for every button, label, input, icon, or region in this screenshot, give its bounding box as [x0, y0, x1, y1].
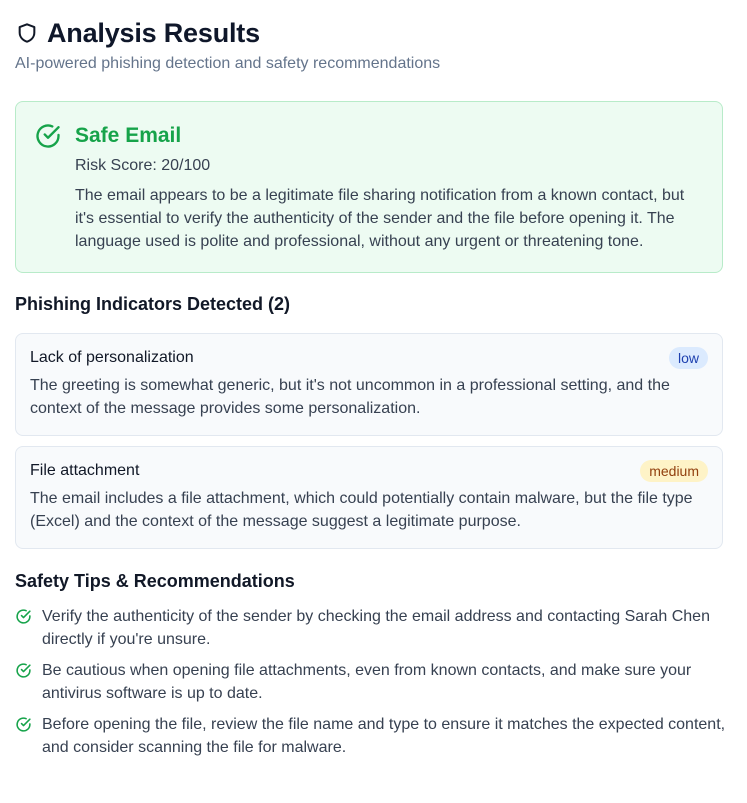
check-circle-icon	[15, 608, 32, 625]
tips-list	[15, 605, 727, 759]
indicator-card	[15, 333, 723, 436]
indicators-list	[15, 333, 725, 549]
indicators-heading: Phishing Indicators Detected (2)	[15, 294, 291, 314]
verdict-card	[15, 101, 723, 273]
indicator-header	[30, 460, 708, 482]
indicator-description: The email includes a file attachment, which could potentially contain malware, but the file type (Excel) and the context of the message suggest a legitimate purpose.	[30, 490, 693, 530]
indicator-title: File attachment	[30, 462, 140, 479]
header	[15, 14, 725, 52]
check-circle-icon	[34, 122, 62, 150]
indicator-card	[15, 446, 723, 549]
page-title: Analysis Results	[47, 17, 260, 48]
tip-text: Before opening the file, review the file name and type to ensure it matches the expected content, and consider scanning the file for malware.	[42, 716, 726, 756]
check-circle-icon	[15, 662, 32, 679]
shield-icon	[16, 22, 38, 44]
page-subtitle: AI-powered phishing detection and safety recommendations	[15, 55, 441, 72]
verdict-summary: The email appears to be a legitimate file sharing notification from a known contact, but it's essential to verify the authenticity of the sender and the file before opening it. The language used is polite and professional, without any urgent or threatening tone.	[75, 187, 685, 250]
severity-badge: low	[669, 347, 708, 369]
tip-item	[15, 605, 727, 651]
risk-score: Risk Score: 20/100	[75, 157, 211, 174]
verdict-title: Safe Email	[75, 124, 182, 147]
tip-item	[15, 713, 727, 759]
severity-badge: medium	[640, 460, 708, 482]
tips-heading: Safety Tips & Recommendations	[15, 571, 295, 591]
indicator-header	[30, 347, 708, 369]
verdict-body	[75, 122, 702, 253]
tip-text: Be cautious when opening file attachments, even from known contacts, and make sure your antivirus software is up to date.	[42, 662, 692, 702]
indicator-description: The greeting is somewhat generic, but it's not uncommon in a professional setting, and the context of the message provides some personalization.	[30, 377, 670, 417]
indicator-title: Lack of personalization	[30, 349, 194, 366]
tip-text: Verify the authenticity of the sender by checking the email address and contacting Sarah Chen directly if you're unsure.	[42, 608, 710, 648]
check-circle-icon	[15, 716, 32, 733]
tip-item	[15, 659, 727, 705]
